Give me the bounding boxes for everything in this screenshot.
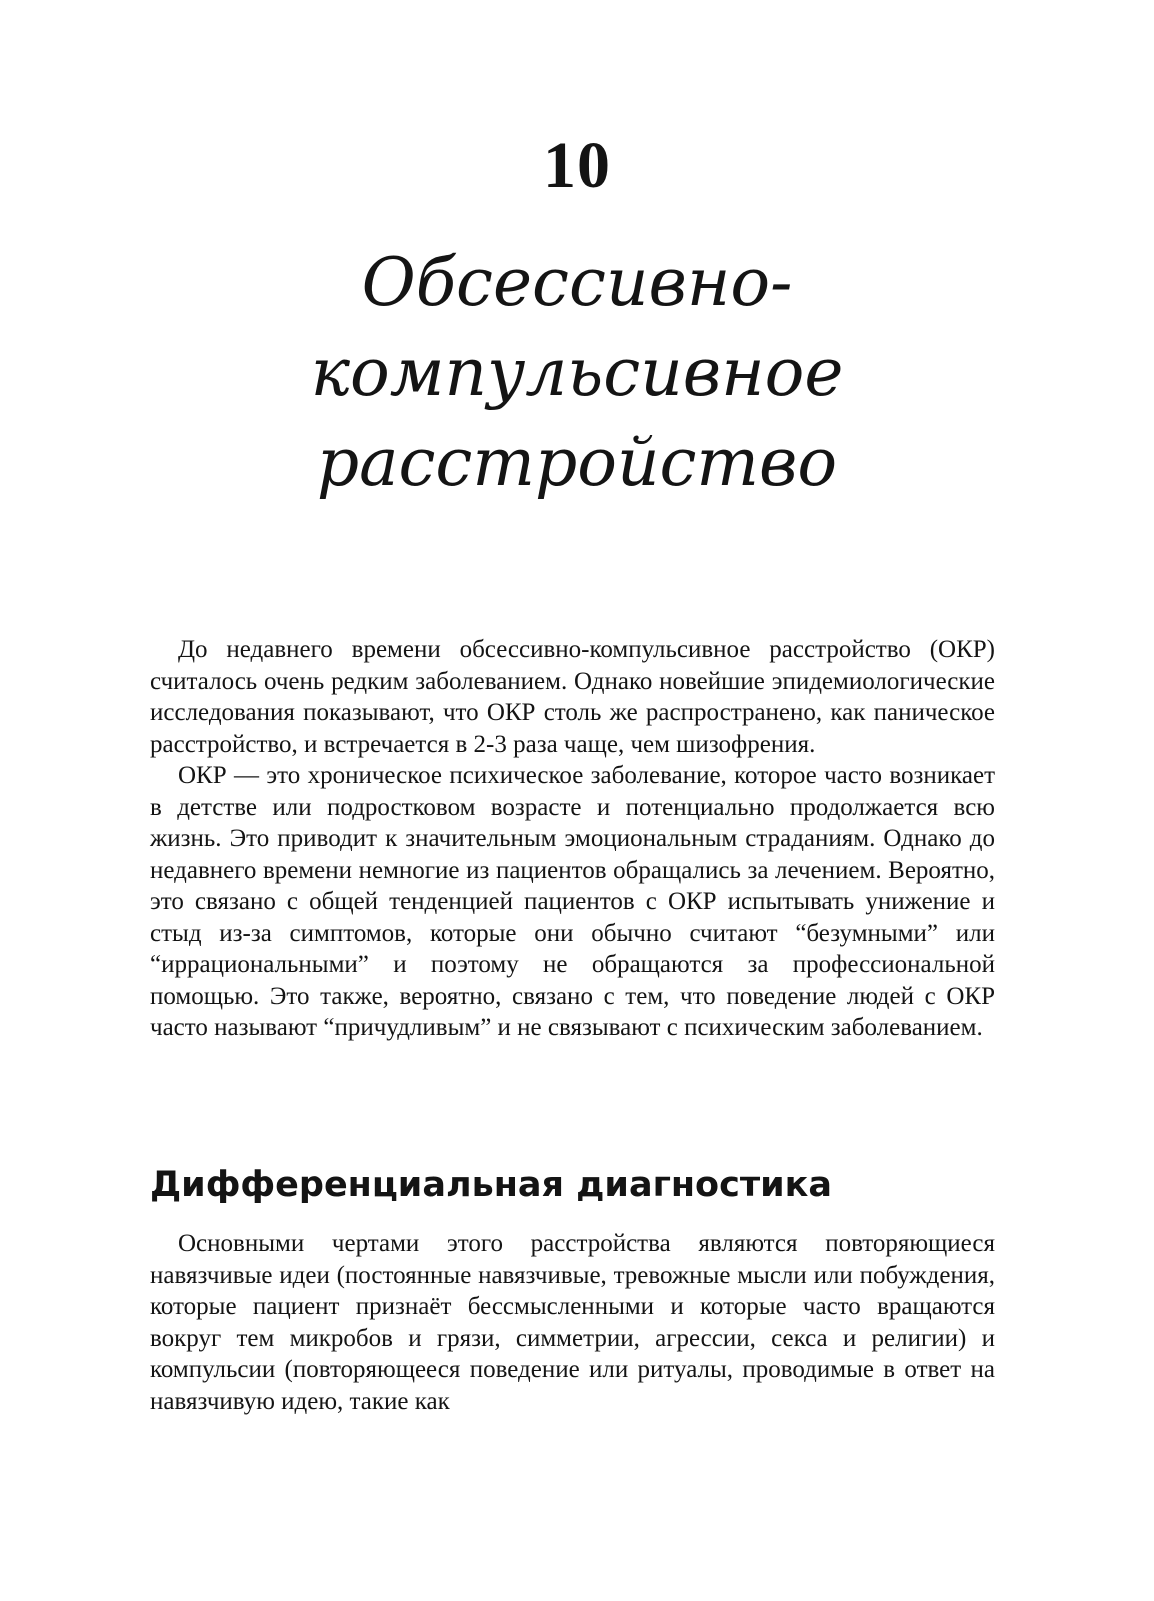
chapter-title [0, 238, 1154, 508]
section-paragraph: Основными чертами этого расстройства являются повторяющиеся навязчивые идеи (постоянные навязчивые, тревожные мысли или побуждения, которые пациент признаёт бессмысленными и которые часто вращаются вокруг тем микробов и грязи, симметрии, агрессии, секса и религии) и компульсии (повторяющееся поведение или ритуалы, проводимые в ответ на навязчивую идею, такие как [150, 1230, 995, 1415]
intro-paragraph: До недавнего времени обсессивно-компульсивное расстройство (ОКР) считалось очень редким заболеванием. Однако новейшие эпидемиологические исследования показывают, что ОКР столь же распространено, как паническое расстройство, и встречается в 2-3 раза чаще, чем шизофрения. [150, 636, 995, 758]
chapter-number: 10 [543, 129, 611, 202]
section-text [150, 1228, 995, 1417]
intro-text [150, 634, 995, 1044]
intro-paragraph: ОКР — это хроническое психическое заболевание, которое часто возникает в детстве или подростковом возрасте и потенциально продолжается всю жизнь. Это приводит к значительным эмоциональным страданиям. Однако до недавнего времени немногие из пациентов обращались за лечением. Вероятно, это связано с общей тенденцией пациентов с ОКР испытывать унижение и стыд из-за симптомов, которые они обычно считают “безумными” или “иррациональными” и поэтому не обращаются за профессиональной помощью. Это также, вероятно, связано с тем, что поведение людей с ОКР часто называют “причудливым” и не связывают с психическим заболеванием. [150, 762, 995, 1041]
section-heading: Дифференциальная диагностика [150, 1165, 833, 1205]
chapter-title-line: расстройство [316, 424, 838, 501]
chapter-title-line: компульсивное [310, 334, 844, 411]
chapter-title-line: Обсессивно- [361, 244, 793, 321]
